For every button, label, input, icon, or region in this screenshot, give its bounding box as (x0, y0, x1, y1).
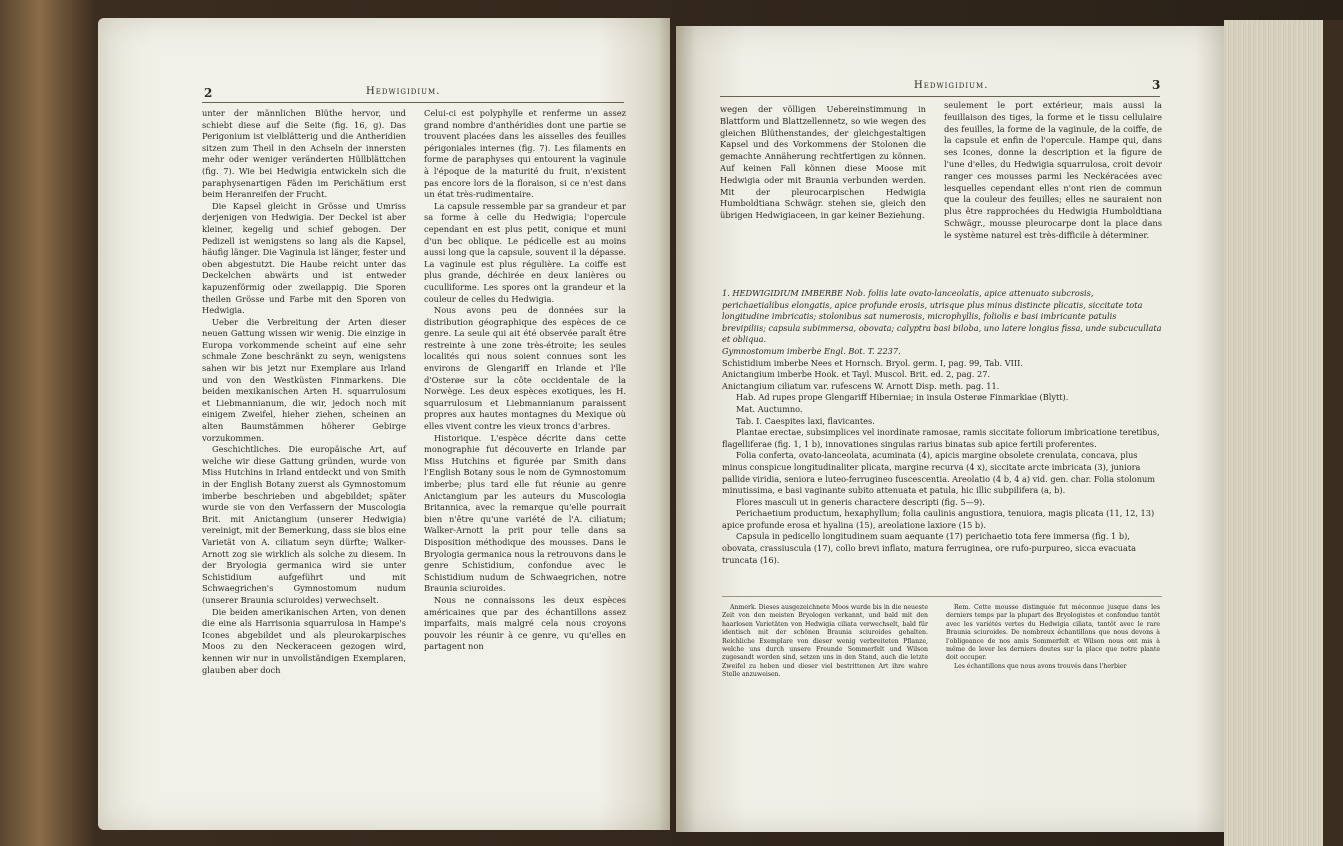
maturation-time: Mat. Auctumno. (736, 403, 803, 414)
paragraph: Celui-ci est polyphylle et renferme un assez grand nombre d'anthéridies dont une partie se trouvent placées dans les aisselles des feuilles périgoniales internes (fig. 7). Les filaments en forme de paraphyses qui entourent la vaginule à l'époque de la maturité du fruit, n'existent pas encore lors de la floraison, si ce n'est dans un état très-rudimentaire. (424, 108, 626, 200)
paragraph: Ueber die Verbreitung der Arten dieser neuen Gattung wissen wir wenig. Die einzige in Europa vorkommende scheint auf eine sehr schmale Zone beschränkt zu seyn, wenigstens sahen wir bis jetzt nur Exemplare aus Irland und von den Westküsten Finmarkens. Die beiden mexikanischen Arten H. squarrulosum et Liebmannianum, die wir, jedoch noch mit einigem Zweifel, hieher ziehen, scheinen an alten Baumstämmen höherer Gebirge vorzukommen. (202, 316, 406, 443)
footnote-paragraph: Anmerk. Dieses ausgezeichnete Moos wurde bis in die neueste Zeit von den meisten Bryologen verkannt, und bald mit den haarlosen Varietäten von Hedwigia ciliata verwechselt, bald für identisch mit der schönen Braunia sciuroides gehalten. Reichliche Exemplare von dieser wenig verbreiteten Pflanze, welche uns durch unsere Freunde Sommerfelt und Wilson zugesandt worden sind, setzen uns in den Stand, auch die letzte Zweifel zu heben und dieser viel bestrittenen Art ihre wahre Stelle anzuweisen. (722, 604, 928, 679)
left-page-number: 2 (204, 86, 214, 100)
paragraph: Die beiden amerikanischen Arten, von denen die eine als Harrisonia squarrulosa in Hampe's Icones abgebildet und als pleurokarpisches Moos zu den Neckeraceen gezogen wird, kennen wir nur in unvollständigen Exemplaren, glauben aber doch (202, 606, 406, 675)
habitat: Hab. Ad rupes prope Glengariff Hiberniae; in insula Osterøe Finmarkiae (Blytt). (736, 392, 1069, 403)
left-german-column (202, 108, 406, 676)
footnote-french (946, 604, 1160, 671)
species-heading: 1. HEDWIGIDIUM IMBERBE Nob. foliis late ovato-lanceolatis, apice attenuato subcrosis, perichaetialibus elongatis, apice profunde erosis, utrisque plus minus distincte plicatis, siccitate tota longitudine imbricatis; stolonibus sat numerosis, microphyllis, foliolis e basi imbricante patulis brevipiliis; capsula subimmersa, obovata; calyptra basi biloba, uno latere longius fissa, unde subcucullata et obliqua. (722, 288, 1162, 345)
synonym: Gymnostomum imberbe Engl. Bot. T. 2237. (722, 345, 901, 356)
description-paragraph: Capsula in pedicello longitudinem suam aequante (17) perichaetio tota fere immersa (fig. 1 b), obovata, crassiuscula (17), collo brevi inflato, matura ferruginea, ore rufo-purpureo, sicca evacuata truncata (16). (722, 531, 1137, 565)
footnote-rule (722, 596, 1162, 597)
left-header-rule (202, 102, 624, 103)
plate-reference: Tab. I. Caespites laxi, flavicantes. (736, 415, 875, 426)
left-running-head: Hedwigidium. (366, 86, 441, 97)
footnote-paragraph: Les échantillons que nous avons trouvés dans l'herbier (954, 662, 1127, 670)
description-paragraph: Folia conferta, ovato-lanceolata, acuminata (4), apicis margine obsolete crenulata, concava, plus minus conspicue longitudinaliter plicata, margine recurva (4 x), siccitate arcte imbricata (3), juniora pallide viridia, seniora e luteo-ferrugineo fuscescentia. Areolatio (4 b, 4 a) vid. gen. char. Folia stolonum minutissima, e basi vaginante subito attenuata et patula, hic illic subpilifera (a, b). (722, 450, 1156, 496)
page-edges (1224, 20, 1343, 846)
paragraph: Nous ne connaissons les deux espèces américaines que par des échantillons assez imparfaits, mais malgré cela nous croyons pouvoir les réunir à ce genre, vu qu'elles en partagent non (424, 594, 626, 652)
right-running-head: Hedwigidium. (914, 80, 989, 91)
paragraph: wegen der völligen Uebereinstimmung in Blattform und Blattzellennetz, so wie wegen des gleichen Blüthenstandes, der gleichgestaltigen Kapsel und des Vorkommens der Stolonen die gemachte Annäherung rechtfertigen zu können. Auf keinen Fall können diese Moose mit Hedwigia oder mit Braunia verbunden werden. Mit der pleurocarpischen Hedwigia Humboldtiana Schwägr. stehen sie, gleich den übrigen Hedwigiaceen, in gar keiner Beziehung. (720, 104, 926, 221)
footnote-paragraph: Rem. Cette mousse distinguée fut méconnue jusque dans les derniers temps par la plupart des Bryologistes et confondue tantôt avec les variétés vertes du Hedwigia ciliata, tantôt avec le rare Braunia sciuroides. De nombreux échantillons que nous devons à l'obligeance de nos amis Sommerfelt et Wilson nous ont mis à même de lever les derniers doutes sur la place que notre plante doit occuper. (946, 604, 1160, 662)
right-french-column (944, 100, 1162, 242)
left-french-column (424, 108, 626, 653)
synonym: Anictangium imberbe Hook. et Tayl. Muscol. Brit. ed. 2, pag. 27. (722, 369, 990, 380)
description-paragraph: Plantae erectae, subsimplices vel inordinate ramosae, ramis siccitate foliorum imbricatione teretibus, flagelliferae (fig. 1, 1 b), innovationes singulas rarius binatas sub apice fertili proferentes. (722, 427, 1160, 449)
right-header-rule (720, 96, 1160, 97)
paragraph: unter der männlichen Blüthe hervor, und schiebt diese auf die Seite (fig. 16, g). Das Perigonium ist vielblätterig und die Antheridien sitzen zum Theil in den Achseln der innersten mehr oder weniger veränderten Hüllblättchen (fig. 7). Wie bei Hedwigia entwickeln sich die paraphysenartigen Fäden im Perichätium erst beim Heranreifen der Frucht. (202, 108, 406, 200)
right-page (676, 26, 1224, 832)
paragraph: La capsule ressemble par sa grandeur et par sa forme à celle du Hedwigia; l'opercule cependant en est plus petit, conique et muni d'un bec oblique. Le pédicelle est au moins aussi long que la capsule, souvent il la dépasse. La vaginule est plus régulière. La coiffe est plus grande, déchirée en deux lanières ou cuculliforme. Les spores ont la grandeur et la couleur de celles du Hedwigia. (424, 200, 626, 304)
right-page-number: 3 (1152, 78, 1162, 92)
description-paragraph: Flores masculi ut in generis charactere descripti (fig. 5—9). (736, 496, 985, 507)
paragraph: seulement le port extérieur, mais aussi la feuillaison des tiges, la forme et le tissu cellulaire des feuilles, la forme de la vaginule, de la coiffe, de la capsule et enfin de l'opercule. Hampe qui, dans ses Icones, donne la description et la figure de l'une d'elles, du Hedwigia squarrulosa, croit devoir ranger ces mousses parmi les Neckéracées avec lesquelles cependant elles n'ont rien de commun que la couleur des feuilles; elles ne sauraient non plus être rapprochées du Hedwigia Humboldtiana Schwägr., mousse pleurocarpe dont la place dans le système naturel est très-difficile à déterminer. (944, 100, 1162, 240)
synonym: Schistidium imberbe Nees et Hornsch. Bryol. germ. I, pag. 99, Tab. VIII. (722, 357, 1023, 368)
paragraph: Nous avons peu de données sur la distribution géographique des espèces de ce genre. La seule qui ait été observée paraît être restreinte à une zone très-étroite; les seules localités qui nous soient connues sont les environs de Glengariff en Irlande et l'île d'Osterøe sur la côte occidentale de la Norwège. Les deux espèces exotiques, les H. squarrulosum et Liebmannianum paraissent propres aux hautes montagnes du Mexique où elles vivent contre les vieux troncs d'arbres. (424, 305, 626, 432)
footnote-german (722, 604, 928, 680)
description-paragraph: Perichaetium productum, hexaphyllum; folia caulinis angustiora, tenuiora, magis plicata (11, 12, 13) apice profunde erosa et hyalina (15), areolatione laxiore (15 b). (722, 508, 1155, 530)
left-page (98, 18, 670, 830)
synonym: Anictangium ciliatum var. rufescens W. Arnott Disp. meth. pag. 11. (722, 380, 1000, 391)
right-german-column (720, 104, 926, 222)
paragraph: Historique. L'espèce décrite dans cette monographie fut découverte en Irlande par Miss Hutchins et figurée par Smith dans l'English Botany sous le nom de Gymnostomum imberbe; plus tard elle fut réunie au genre Anictangium par les auteurs du Muscologia Britannica, avec la remarque qu'elle pourrait bien n'être qu'une variété de l'A. ciliatum; Walker-Arnott la prit pour telle dans sa Disposition méthodique des mousses. Dans le Bryologia germanica nous la retrouvons dans le genre Schistidium, confondue avec le Schistidium nudum de Schwaegrichen, notre Braunia sciuroides. (424, 432, 626, 594)
species-description (722, 288, 1162, 566)
paragraph: Geschichtliches. Die europäische Art, auf welche wir diese Gattung gründen, wurde von Miss Hutchins in Irland entdeckt und von Smith in der English Botany zuerst als Gymnostomum imberbe beschrieben und abgebildet; später wurde sie von den Verfassern der Muscologia Brit. mit Anictangium (unserer Hedwigia) vereinigt, mit der Bemerkung, dass sie blos eine Varietät von A. ciliatum seyn dürfte; Walker-Arnott zog sie wirklich als solche zu diesem. In der Bryologia germanica wird sie unter Schistidium aufgeführt und mit Schwaegrichen's Gymnostomum nudum (unserer Braunia sciuroides) verwechselt. (202, 444, 406, 605)
paragraph: Die Kapsel gleicht in Grösse und Umriss derjenigen von Hedwigia. Der Deckel ist aber kleiner, kegelig und schief gebogen. Der Pedizell ist wenigstens so lang als die Kapsel, häufig länger. Die Vaginula ist länger, fester und oben abgestutzt. Die Haube reicht unter das Deckelchen abwärts und ist entweder kapuzenförmig oder zweilappig. Die Sporen theilen Grösse und Farbe mit den Sporen von Hedwigia. (202, 200, 406, 316)
